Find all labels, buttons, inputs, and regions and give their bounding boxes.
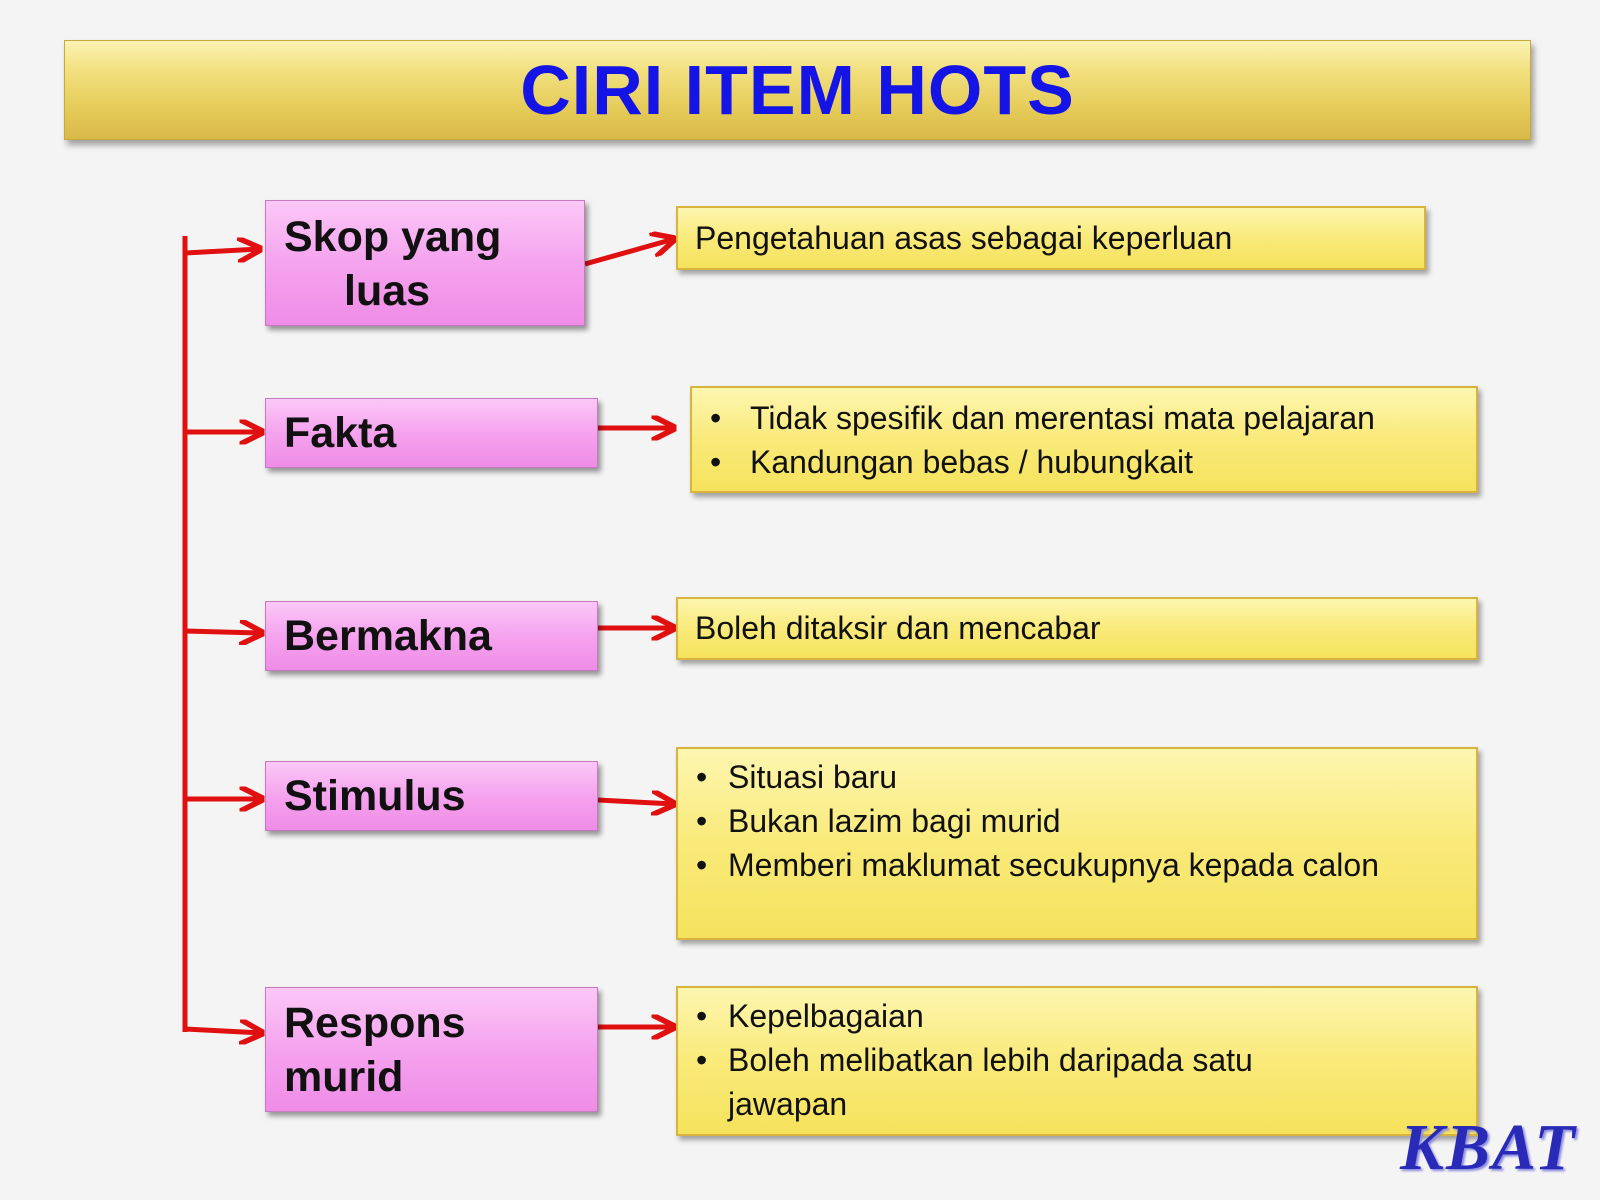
detail-box-bermakna [676,597,1478,660]
detail-box-respons-murid [676,986,1478,1136]
diagram-title: CIRI ITEM HOTS [520,51,1075,129]
list-item-text: Kepelbagaian [728,998,924,1034]
detail-box-skop-yang-luas [676,206,1426,270]
list-item [696,755,1466,799]
list-item [710,396,1466,440]
branch-arrow-3 [185,631,262,633]
detail-text: Boleh ditaksir dan mencabar [695,610,1101,646]
detail-list [696,994,1466,1126]
detail-box-stimulus [676,747,1478,940]
detail-list [710,396,1466,484]
label-line: Fakta [284,409,397,457]
list-item-text: Tidak spesifik dan merentasi mata pelajaran [750,400,1375,436]
detail-box-fakta [690,386,1478,493]
branch-arrow-1 [185,249,260,253]
bullet-marker: • [696,847,708,883]
label-box-respons-murid [265,987,598,1112]
bullet-marker: • [696,1042,708,1078]
list-item [696,799,1466,843]
label-box-skop-yang-luas [265,200,585,326]
detail-arrow-1 [585,239,674,264]
label-line: Stimulus [284,772,466,820]
label-line: Bermakna [284,612,492,660]
label-box-fakta [265,398,598,468]
list-item-text: Memberi maklumat secukupnya kepada calon [728,847,1379,883]
list-item-text: Situasi baru [728,759,897,795]
kbat-logo: KBAT [1400,1111,1577,1184]
bullet-marker: • [696,803,708,839]
list-item-text: Kandungan bebas / hubungkait [750,444,1194,480]
list-item [696,994,1466,1038]
bullet-marker: • [696,998,708,1034]
list-item [710,440,1466,484]
list-item [696,1038,1348,1126]
label-line: Respons [284,999,466,1047]
label-line: luas [344,267,431,315]
label-box-stimulus [265,761,598,831]
detail-list [696,755,1466,887]
branch-arrow-5 [185,1029,262,1033]
bullet-marker: • [696,759,708,795]
list-item-text: Boleh melibatkan lebih daripada satu jawapan [728,1042,1253,1122]
label-line: Skop yang [284,213,502,261]
list-item [696,843,1408,887]
bullet-marker: • [710,400,722,436]
detail-arrow-4 [598,800,674,804]
bullet-marker: • [710,444,722,480]
label-line: murid [284,1053,404,1101]
list-item-text: Bukan lazim bagi murid [728,803,1061,839]
label-box-bermakna [265,601,598,671]
detail-text: Pengetahuan asas sebagai keperluan [695,219,1233,256]
